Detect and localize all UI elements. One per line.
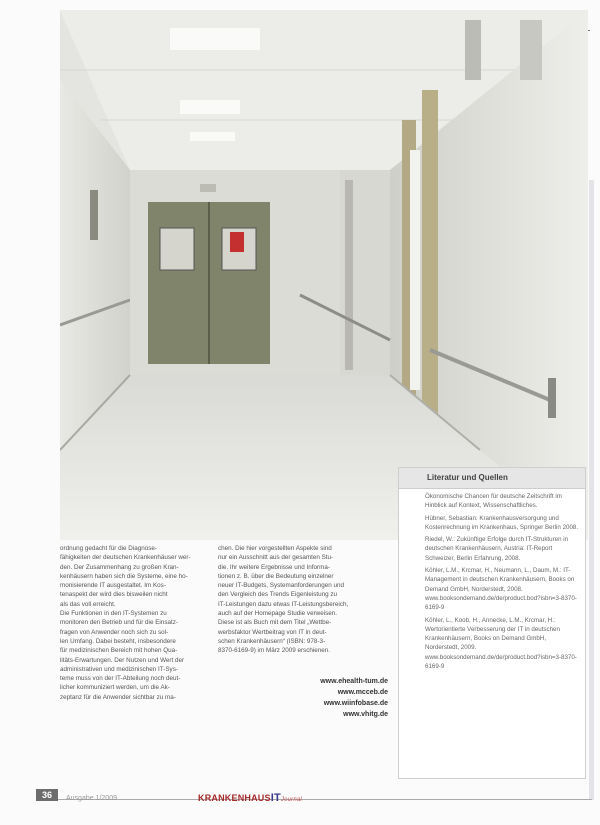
literature-title: Literatur und Quellen bbox=[427, 473, 508, 482]
article-line: IT-Leistungen dazu etwas IT-Leistungsbereich, bbox=[218, 600, 349, 608]
article-line: als das voll erreicht. bbox=[60, 600, 116, 608]
logo-main: KRANKENHAUS bbox=[198, 793, 271, 803]
article-line: schen Krankenhäusern“ (ISBN: 978-3- bbox=[218, 637, 326, 645]
article-line: litäts-Erwartungen. Der Nutzen und Wert der bbox=[60, 656, 185, 664]
page-footer bbox=[0, 785, 600, 825]
article-line: administrativen und medizinischen IT-Sys- bbox=[60, 665, 178, 673]
footer-rule bbox=[36, 799, 592, 800]
article-line: den. Der Zusammenhang zu großen Kran- bbox=[60, 563, 179, 571]
issue-label: Ausgabe 1/2009 bbox=[66, 795, 117, 802]
literature-list bbox=[425, 492, 579, 674]
article-line: tenaspekt der wird dies bisweilen nicht bbox=[60, 591, 168, 599]
article-line: 8370-6169-9) im März 2009 erschienen. bbox=[218, 647, 331, 655]
article-line: Die Funktionen in den IT-Systemen zu bbox=[60, 610, 167, 618]
article-line: chen. Die hier vorgestellten Aspekte sind bbox=[218, 545, 332, 552]
article-line: monisierende IT ausgestaltet. Im Kos- bbox=[60, 582, 166, 590]
article-line: ordnung gedacht für die Diagnose- bbox=[60, 545, 157, 552]
article-column-2 bbox=[218, 544, 368, 656]
link-ehealth[interactable]: www.ehealth-tum.de bbox=[320, 678, 388, 685]
article-line: len Umfang. Dabei besteht, insbesondere bbox=[60, 637, 176, 645]
article-line: licher kommuniziert werden, um die Ak- bbox=[60, 684, 170, 692]
page-number: 36 bbox=[36, 789, 58, 801]
article-line: kenhäusern haben sich die Systeme, eine ho- bbox=[60, 572, 188, 580]
article-line: zeptanz für die Anwender sichtbar zu ma- bbox=[60, 693, 176, 701]
article-line: die. Ihr weitere Ergebnisse und Informa- bbox=[218, 563, 331, 571]
article-line: auch auf der Homepage Studie verweisen. bbox=[218, 610, 338, 618]
logo-it: IT bbox=[270, 792, 281, 804]
journal-logo bbox=[198, 792, 302, 804]
article-line: monitoren den Betrieb und für die Einsatz- bbox=[60, 619, 178, 627]
article-line: werbsfaktor Wertbeitrag von IT in deut- bbox=[218, 628, 327, 636]
article-line: tionen z. B. über die Bedeutung einzelner bbox=[218, 572, 334, 580]
article-line: den Vergleich des Trends Eigenleistung zu bbox=[218, 591, 338, 599]
web-links bbox=[260, 676, 388, 720]
link-vhitg[interactable]: www.vhitg.de bbox=[343, 711, 388, 718]
article-line: Diese ist als Buch mit dem Titel „Wettbe- bbox=[218, 619, 332, 627]
article-line: fähigkeiten der deutschen Krankenhäuser wer- bbox=[60, 554, 191, 562]
logo-sub: Journal bbox=[280, 797, 302, 803]
link-wiinfobase[interactable]: www.wiinfobase.de bbox=[323, 700, 388, 707]
literature-entry: Köhler, L.M., Krcmar, H., Neumann, L., Daum, M.: IT-Management in deutschen Krankenhäusern, Books on Demand GmbH, Norderstedt, 2008. www.booksondemand.de/de/product.bod?isbn=3-8370-6169-9 bbox=[425, 567, 577, 612]
hospital-corridor-photo bbox=[60, 10, 588, 540]
literature-header bbox=[399, 468, 585, 489]
link-mcceb[interactable]: www.mcceb.de bbox=[337, 689, 388, 696]
literature-entry: Köhler, L., Koob, H., Annecke, L.M., Krcmar, H.: Wertorientierte Verbesserung der IT in deutschen Krankenhäusern, Books on Demand GmbH, Norderstedt, 2009. www.booksondemand.de/de/product.bod?isbn=3-8370-6169-9 bbox=[425, 616, 577, 671]
article-line: neuer IT-Budgets, Systemanforderungen und bbox=[218, 582, 345, 590]
literature-entry: Riedel, W.: Zukünftige Erfolge durch IT-Strukturen in deutschen Krankenhäusern, Austria: IT-Report Schweizer, Berlin Erfahrung, 2008. bbox=[425, 536, 569, 562]
literature-entry: Ökonomische Chancen für deutsche Zeitschrift im Hinblick auf Kontext, Wissenschaftliches. bbox=[425, 493, 562, 510]
literature-entry: Hübner, Sebastian: Krankenhausversorgung und Kostenrechnung im Krankenhaus, Springer Berlin 2008. bbox=[425, 514, 579, 531]
article-column-1 bbox=[60, 544, 208, 702]
article-line: teme muss von der IT-Abteilung noch deut- bbox=[60, 675, 181, 683]
literature-box bbox=[398, 467, 586, 779]
article-line: für medizinischen Bereich mit hohen Qua- bbox=[60, 647, 178, 655]
page-edge-bar bbox=[589, 180, 594, 800]
article-line: fragen von Anwender noch sich zu sol- bbox=[60, 628, 169, 636]
article-line: nur ein Ausschnitt aus der gesamten Stu- bbox=[218, 554, 334, 562]
